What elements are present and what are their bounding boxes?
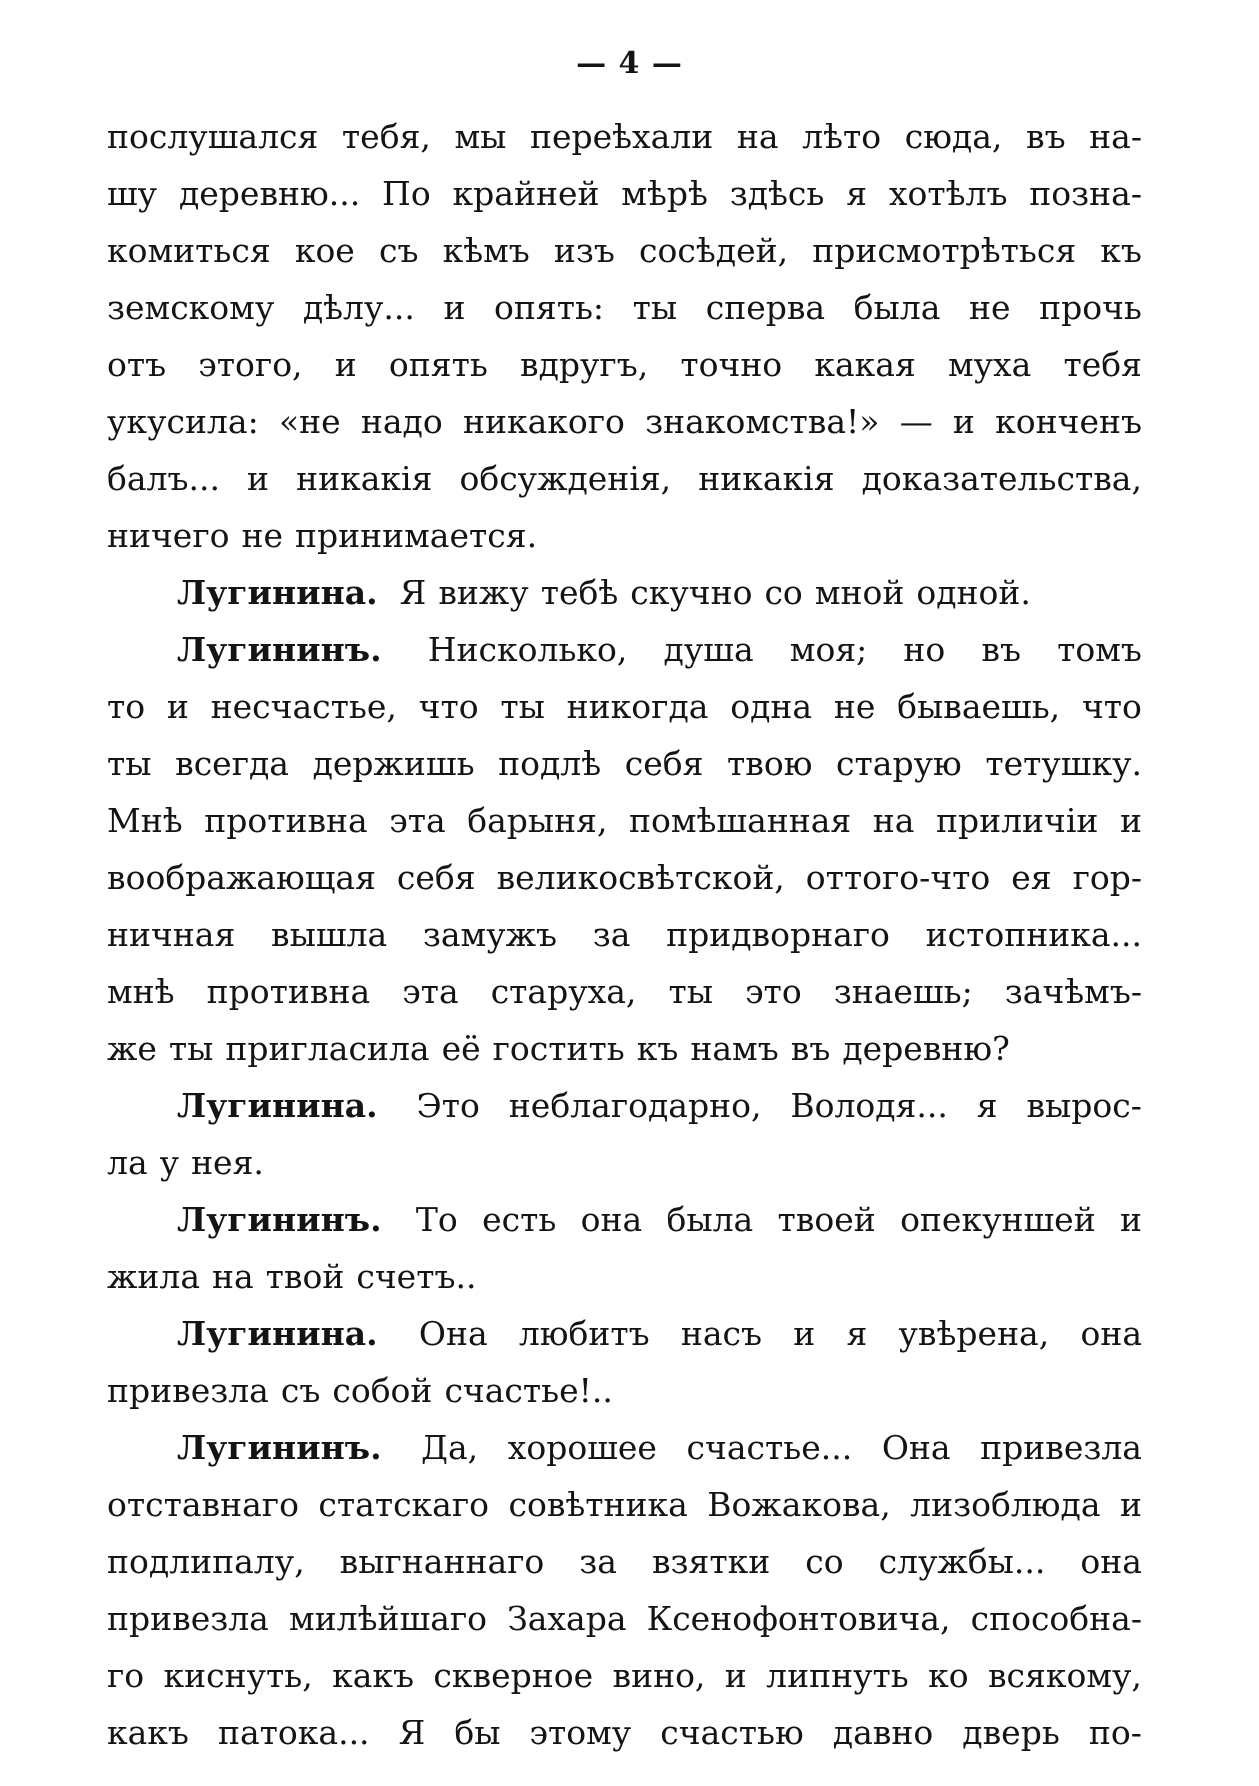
word: великосвѣтской,: [496, 858, 785, 897]
word: скверное: [433, 1656, 594, 1695]
text-line: [107, 735, 1142, 792]
word: она: [580, 1200, 643, 1239]
word: въ: [981, 630, 1021, 669]
word: себя: [624, 744, 704, 783]
speaker-line: [107, 621, 1142, 678]
word: и: [1119, 801, 1142, 840]
word: давно: [832, 1713, 934, 1752]
word: муха: [947, 345, 1032, 384]
word: къ: [1100, 231, 1142, 270]
word: приличіи: [935, 801, 1099, 840]
word: никакія: [698, 459, 835, 498]
text-line: [107, 1476, 1142, 1533]
word: кѣмъ: [442, 231, 530, 270]
word: комиться: [107, 231, 271, 270]
word: знакомства!»: [645, 402, 880, 441]
text-line: [107, 336, 1142, 393]
word: кое: [294, 231, 355, 270]
text-line: [107, 849, 1142, 906]
word: этому: [529, 1713, 632, 1752]
word: Ксенофонтовича,: [646, 1599, 951, 1638]
word: гор-: [1072, 858, 1142, 897]
word: она: [1080, 1314, 1142, 1353]
word: никакого: [462, 402, 625, 441]
word: я: [846, 174, 868, 213]
word: Захара: [507, 1599, 627, 1638]
text-line: [107, 222, 1142, 279]
word: всегда: [175, 744, 289, 783]
word: её: [441, 1029, 481, 1068]
text-line: [107, 1590, 1142, 1647]
word: скучно: [630, 573, 753, 612]
speaker-name: Лугининъ.: [177, 1200, 382, 1239]
word: какъ: [107, 1713, 189, 1752]
text-line: [107, 450, 1142, 507]
word: крайней: [452, 174, 600, 213]
word: несчастье,: [210, 687, 397, 726]
word: и: [1119, 1485, 1142, 1524]
word: гостить: [492, 1029, 625, 1068]
word: и: [334, 345, 357, 384]
word: къ: [636, 1029, 679, 1068]
word: и: [247, 459, 270, 498]
word: сперва: [705, 288, 826, 327]
word: одной.: [916, 573, 1031, 612]
word: какъ: [332, 1656, 415, 1695]
word: балъ...: [107, 459, 220, 498]
word: душа: [663, 630, 754, 669]
word: вижу: [438, 573, 529, 612]
word: противна: [204, 801, 368, 840]
word: шу: [107, 174, 158, 213]
word: эта: [402, 972, 459, 1011]
word: всякому,: [987, 1656, 1142, 1695]
word: была: [853, 288, 941, 327]
word: томъ: [1057, 630, 1142, 669]
word: никогда: [566, 687, 709, 726]
word: она: [1080, 1542, 1142, 1581]
word: сосѣдей,: [639, 231, 789, 270]
word: Она: [881, 1428, 951, 1467]
text-line: [107, 1248, 1142, 1305]
text-line: [107, 1647, 1142, 1704]
word: выгнаннаго: [339, 1542, 545, 1581]
word: оттого-что: [805, 858, 991, 897]
word: ты: [107, 744, 152, 783]
text-line: [107, 279, 1142, 336]
word: переѣхали: [529, 117, 714, 156]
word: тебя: [1063, 345, 1142, 384]
word: воображающая: [107, 858, 376, 897]
word: счетъ..: [356, 1257, 477, 1296]
word: знаешь;: [833, 972, 973, 1011]
word: увѣрена,: [898, 1314, 1050, 1353]
word: Да,: [421, 1428, 479, 1467]
word: —: [899, 402, 933, 441]
speaker-line: [107, 1077, 1142, 1134]
text-line: [107, 1020, 1142, 1077]
word: мѣрѣ: [621, 174, 708, 213]
word: но: [903, 630, 946, 669]
word: же: [107, 1029, 157, 1068]
speaker-name: Лугинина.: [177, 1086, 378, 1125]
word: ты: [168, 1029, 214, 1068]
word: киснуть,: [163, 1656, 313, 1695]
word: со: [805, 1542, 844, 1581]
text-line: [107, 906, 1142, 963]
text-line: [107, 393, 1142, 450]
word: держишь: [312, 744, 475, 783]
word: эта: [389, 801, 446, 840]
word: Она: [418, 1314, 488, 1353]
word: укусила:: [107, 402, 259, 441]
word: сюда,: [904, 117, 1003, 156]
word: не: [833, 687, 876, 726]
word: противна: [206, 972, 371, 1011]
word: ея: [1011, 858, 1052, 897]
word: Нисколько,: [427, 630, 628, 669]
word: ты: [500, 687, 545, 726]
word: вырос-: [1026, 1086, 1142, 1125]
word: то: [107, 687, 146, 726]
word: милѣйшаго: [289, 1599, 488, 1638]
word: привезла: [980, 1428, 1142, 1467]
word: Мнѣ: [107, 801, 183, 840]
text-line: [107, 165, 1142, 222]
word: одна: [730, 687, 813, 726]
word: я: [976, 1086, 998, 1125]
word: за: [579, 1542, 617, 1581]
word: и: [952, 402, 975, 441]
word: опять:: [494, 288, 605, 327]
word: что: [418, 687, 479, 726]
speaker-name: Лугинина.: [177, 573, 378, 612]
word: прочь: [1039, 288, 1142, 327]
text-line: [107, 1704, 1142, 1761]
word: совѣтника: [508, 1485, 688, 1524]
word: себя: [396, 858, 476, 897]
word: я: [846, 1314, 868, 1353]
word: доказательства,: [861, 459, 1142, 498]
word: опекуншей: [900, 1200, 1096, 1239]
word: отъ: [107, 345, 167, 384]
word: «не: [278, 402, 341, 441]
word: тебѣ: [540, 573, 619, 612]
word: способна-: [970, 1599, 1142, 1638]
word: придворнаго: [666, 915, 890, 954]
word: То: [415, 1200, 458, 1239]
word: и: [443, 288, 466, 327]
word: Я: [399, 573, 427, 612]
word: и: [793, 1314, 816, 1353]
word: точно: [680, 345, 783, 384]
word: этого,: [198, 345, 303, 384]
speaker-name: Лугининъ.: [177, 1428, 382, 1467]
word: на-: [1089, 117, 1142, 156]
word: насъ: [680, 1314, 763, 1353]
word: здѣсь: [729, 174, 825, 213]
word: жила: [107, 1257, 200, 1296]
word: не: [241, 516, 284, 555]
word: на: [212, 1257, 254, 1296]
word: взятки: [651, 1542, 771, 1581]
word: твой: [265, 1257, 345, 1296]
word: лизоблюда: [910, 1485, 1101, 1524]
word: отставнаго: [107, 1485, 299, 1524]
word: на: [872, 801, 915, 840]
word: дѣлу...: [302, 288, 415, 327]
word: липнуть: [766, 1656, 909, 1695]
word: послушался: [107, 117, 319, 156]
word: пригласила: [225, 1029, 430, 1068]
word: подлѣ: [498, 744, 602, 783]
word: тебя,: [341, 117, 431, 156]
word: привезла: [107, 1599, 269, 1638]
word: и: [166, 687, 189, 726]
word: помѣшанная: [628, 801, 852, 840]
page-body-text: [107, 108, 1142, 1761]
word: Это: [416, 1086, 480, 1125]
speaker-line: [107, 1191, 1142, 1248]
text-line: [107, 792, 1142, 849]
word: старуха,: [490, 972, 637, 1011]
word: вино,: [612, 1656, 706, 1695]
text-line: [107, 507, 1142, 564]
word: вышла: [271, 915, 388, 954]
word: По: [382, 174, 431, 213]
word: земскому: [107, 288, 275, 327]
word: го: [107, 1656, 145, 1695]
word: ко: [928, 1656, 969, 1695]
word: патока...: [217, 1713, 370, 1752]
word: это: [745, 972, 802, 1011]
word: обсужденія,: [459, 459, 672, 498]
speaker-line: [107, 1305, 1142, 1362]
word: Я: [398, 1713, 426, 1752]
word: барыня,: [467, 801, 608, 840]
word: хорошее: [507, 1428, 657, 1467]
word: ты: [668, 972, 714, 1011]
word: изъ: [553, 231, 615, 270]
word: съ: [280, 1371, 321, 1410]
word: что: [1081, 687, 1142, 726]
word: любитъ: [518, 1314, 650, 1353]
speaker-name: Лугининъ.: [177, 630, 382, 669]
word: счастью: [660, 1713, 804, 1752]
word: твоей: [777, 1200, 876, 1239]
word: со: [764, 573, 803, 612]
word: деревню...: [178, 174, 361, 213]
word: хотѣлъ: [888, 174, 1008, 213]
word: есть: [482, 1200, 557, 1239]
word: бываешь,: [897, 687, 1061, 726]
word: присмотрѣться: [812, 231, 1077, 270]
word: мной: [814, 573, 905, 612]
word: вдругъ,: [519, 345, 649, 384]
word: истопника...: [925, 915, 1142, 954]
word: старую: [836, 744, 962, 783]
word: въ: [790, 1029, 831, 1068]
word: позна-: [1029, 174, 1142, 213]
page-number: — 4 —: [576, 46, 683, 81]
word: бы: [454, 1713, 501, 1752]
word: лѣто: [802, 117, 882, 156]
word: принимается.: [295, 516, 538, 555]
word: и: [724, 1656, 747, 1695]
word: и: [1120, 1200, 1142, 1239]
text-line: [107, 108, 1142, 165]
word: съ: [378, 231, 419, 270]
word: Вожакова,: [707, 1485, 891, 1524]
word: опять: [388, 345, 488, 384]
word: конченъ: [995, 402, 1142, 441]
word: по-: [1088, 1713, 1142, 1752]
word: у: [159, 1143, 180, 1182]
word: за: [592, 915, 631, 954]
word: тетушку.: [985, 744, 1142, 783]
word: никакія: [296, 459, 433, 498]
word: въ: [1026, 117, 1066, 156]
word: не: [969, 288, 1011, 327]
speaker-line: [107, 1419, 1142, 1476]
speaker-line: [107, 564, 1142, 621]
word: мы: [454, 117, 507, 156]
word: нея.: [191, 1143, 264, 1182]
text-line: [107, 1533, 1142, 1590]
speaker-name: Лугинина.: [177, 1314, 378, 1353]
word: подлипалу,: [107, 1542, 305, 1581]
word: счастье...: [686, 1428, 853, 1467]
word: Володя...: [790, 1086, 948, 1125]
word: собой: [332, 1371, 433, 1410]
word: счастье!..: [444, 1371, 613, 1410]
word: замужъ: [422, 915, 557, 954]
word: неблагодарно,: [508, 1086, 762, 1125]
word: на: [736, 117, 779, 156]
word: службы...: [878, 1542, 1046, 1581]
word: мнѣ: [107, 972, 175, 1011]
word: ты: [632, 288, 678, 327]
word: надо: [360, 402, 443, 441]
word: ла: [107, 1143, 148, 1182]
text-line: [107, 1362, 1142, 1419]
word: ничная: [107, 915, 236, 954]
word: деревню?: [842, 1029, 1010, 1068]
word: дверь: [962, 1713, 1060, 1752]
text-line: [107, 1134, 1142, 1191]
word: статскаго: [318, 1485, 490, 1524]
word: привезла: [107, 1371, 269, 1410]
word: зачѣмъ-: [1004, 972, 1142, 1011]
text-line: [107, 963, 1142, 1020]
text-line: [107, 678, 1142, 735]
word: моя;: [789, 630, 868, 669]
word: твою: [727, 744, 813, 783]
word: ничего: [107, 516, 230, 555]
word: намъ: [690, 1029, 779, 1068]
word: была: [666, 1200, 754, 1239]
word: какая: [814, 345, 916, 384]
